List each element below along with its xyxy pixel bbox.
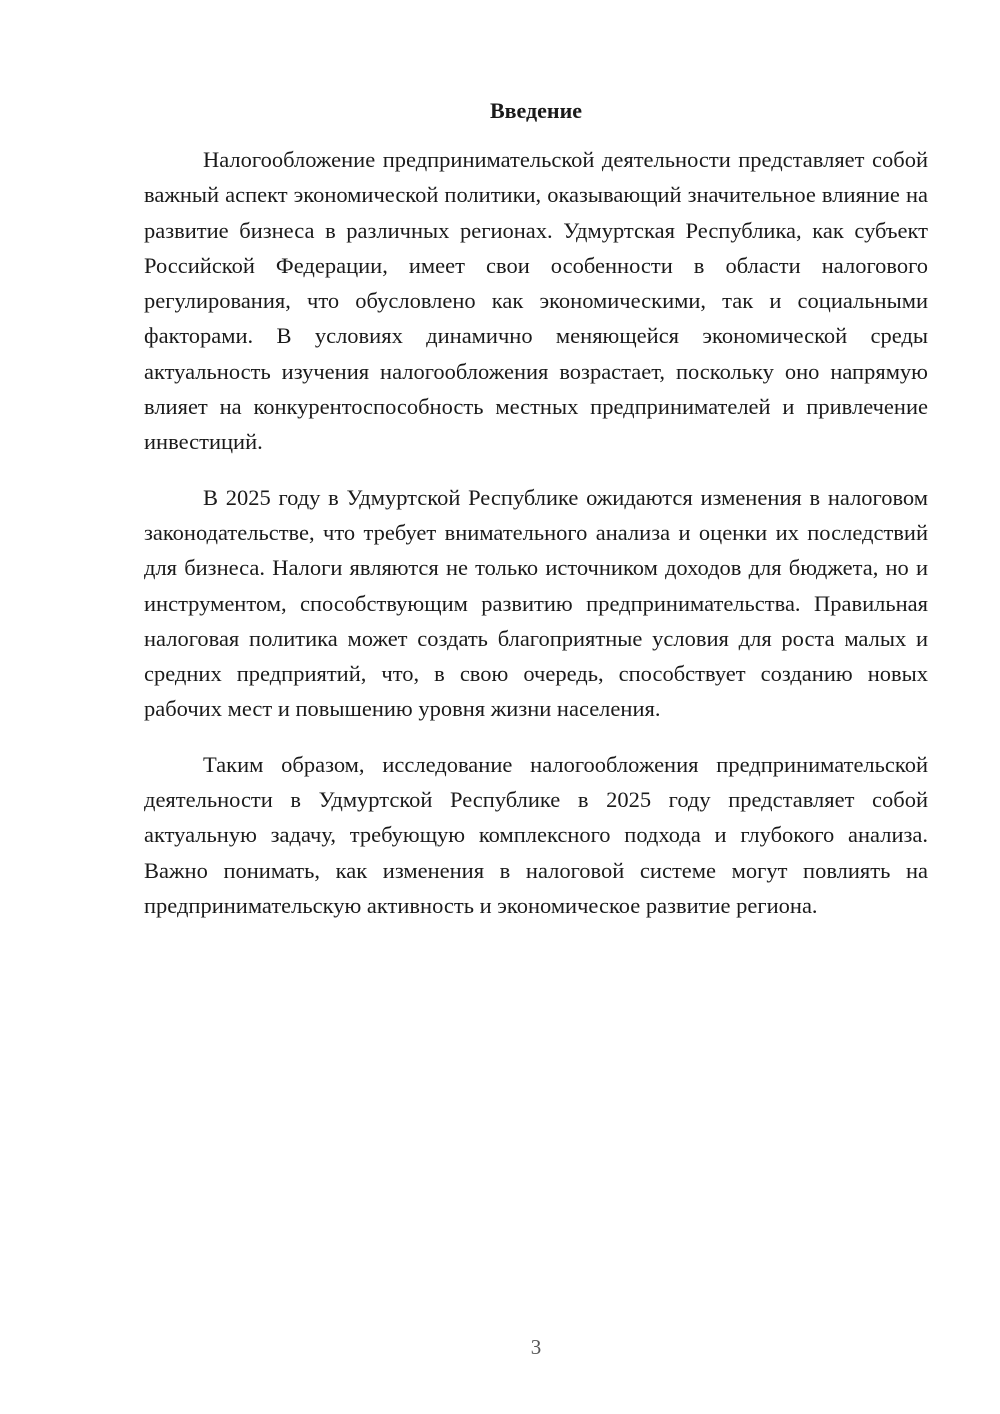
section-heading: Введение — [489, 98, 583, 123]
page-number: 3 — [530, 1335, 542, 1359]
paragraph-3: Таким образом, исследование налогообложения предпринимательской деятельности в Удмуртской Республике в 2025 году представляет собой актуальную задачу, требующую комплексного подхода и глубокого анализа. Важно понимать, как изменения в налоговой системе могут повлиять на предпринимательскую активность и экономическое развитие региона. — [144, 751, 928, 918]
paragraph-1: Налогообложение предпринимательской деятельности представляет собой важный аспект экономической политики, оказывающий значительное влияние на развитие бизнеса в различных регионах. Удмуртская Республика, как субъект Российской Федерации, имеет свои особенности в области налогового регулирования, что обусловлено как экономическими, так и социальными факторами. В условиях динамично меняющейся экономической среды актуальность изучения налогообложения возрастает, поскольку оно напрямую влияет на конкурентоспособность местных предпринимателей и привлечение инвестиций. — [144, 147, 928, 455]
body-text — [144, 142, 928, 923]
paragraph-2: В 2025 году в Удмуртской Республике ожидаются изменения в налоговом законодательстве, что требует внимательного анализа и оценки их последствий для бизнеса. Налоги являются не только источником доходов для бюджета, но и инструментом, способствующим развитию предпринимательства. Правильная налоговая политика может создать благоприятные условия для роста малых и средних предприятий, что, в свою очередь, способствует созданию новых рабочих мест и повышению уровня жизни населения. — [144, 484, 928, 722]
